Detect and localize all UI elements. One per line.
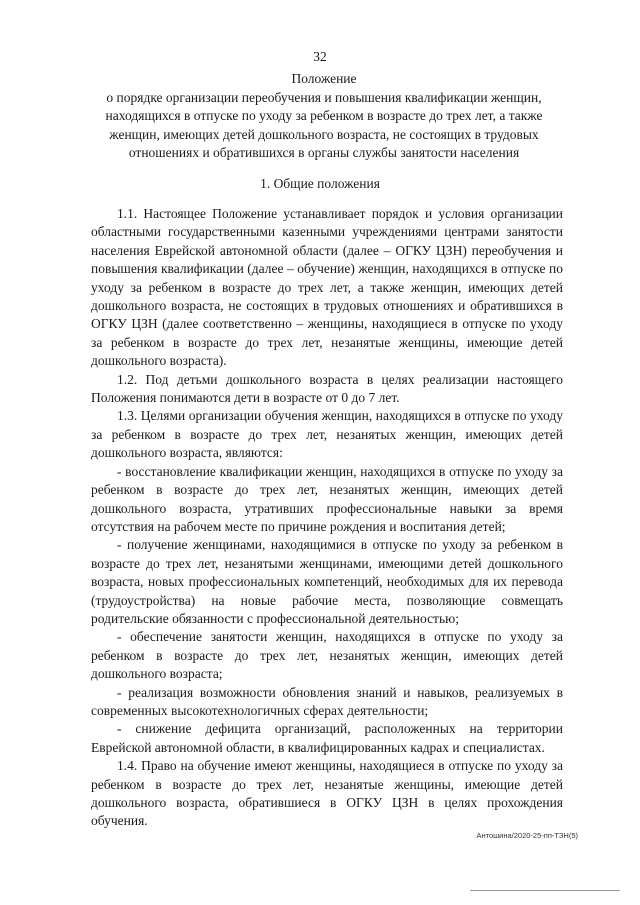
- list-item-employment: - обеспечение занятости женщин, находящихся в отпуске по уходу за ребенком в возрасте до трех лет, незанятых женщин, имеющих детей дошкольного возраста;: [91, 629, 563, 682]
- paragraph-1-4: 1.4. Право на обучение имеют женщины, находящиеся в отпуске по уходу за ребенком в возрасте до трех лет, незанятые женщины, имеющие детей дошкольного возраста, обратившиеся в ОГКУ ЦЗН в целях прохождения обучения.: [91, 758, 563, 829]
- paragraph-1-1: 1.1. Настоящее Положение устанавливает порядок и условия организации областными государственными казенными учреждениями центрами занятости населения Еврейской автономной области (далее – ОГКУ ЦЗН) переобучения и повышения квалификации (далее – обучение) женщин, находящихся в отпуске по уходу за ребенком в возрасте до трех лет, а также женщин, имеющих детей дошкольного возраста, не состоящих в трудовых отношениях и обратившихся в ОГКУ ЦЗН (далее соответственно – женщины, находящиеся в отпуске по уходу за ребенком в возрасте до трех лет, незанятые женщины, имеющие детей дошкольного возраста).: [91, 206, 563, 369]
- document-title-block: [84, 70, 564, 163]
- list-item-restore-qualification: - восстановление квалификации женщин, находящихся в отпуске по уходу за ребенком в возрасте до трех лет, незанятых женщин, имеющих детей дошкольного возраста, утративших профессиональные навыки за время отсутствия на рабочем месте по причине рождения и воспитания детей;: [91, 463, 563, 534]
- document-body: [91, 205, 563, 831]
- paragraph-1-3: 1.3. Целями организации обучения женщин, находящихся в отпуске по уходу за ребенком в возрасте до трех лет, незанятых женщин, имеющих детей дошкольного возраста, являются:: [91, 408, 563, 461]
- list-item-new-competencies: - получение женщинами, находящимися в отпуске по уходу за ребенком в возрасте до трех лет, незанятыми женщинами, имеющими детей дошкольного возраста, новых профессиональных компетенций, необходимых для их перевода (трудоустройства) на новые рабочие места, позволяющие совмещать родительские обязанности с профессиональной деятельностью;: [91, 537, 563, 626]
- document-footer-code: Антошина/2020-25-пп-ТЗН(5): [476, 831, 578, 840]
- list-item-knowledge-update: - реализация возможности обновления знаний и навыков, реализуемых в современных высокотехнологичных сферах деятельности;: [91, 684, 563, 718]
- document-subtitle: о порядке организации переобучения и повышения квалификации женщин, находящихся в отпуске по уходу за ребенком в возрасте до трех лет, а также женщин, имеющих детей дошкольного возраста, не состоящих в трудовых отношениях и обратившихся в органы службы занятости населения: [105, 89, 543, 160]
- list-item-deficit-reduction: - снижение дефицита организаций, расположенных на территории Еврейской автономной области, в квалифицированных кадрах и специалистах.: [91, 721, 563, 755]
- page-number: 32: [313, 49, 327, 64]
- paragraph-1-2: 1.2. Под детьми дошкольного возраста в целях реализации настоящего Положения понимаются дети в возрасте от 0 до 7 лет.: [91, 371, 563, 406]
- section-heading: 1. Общие положения: [260, 176, 380, 191]
- scan-edge-line: [470, 890, 620, 891]
- document-title: Положение: [291, 71, 357, 86]
